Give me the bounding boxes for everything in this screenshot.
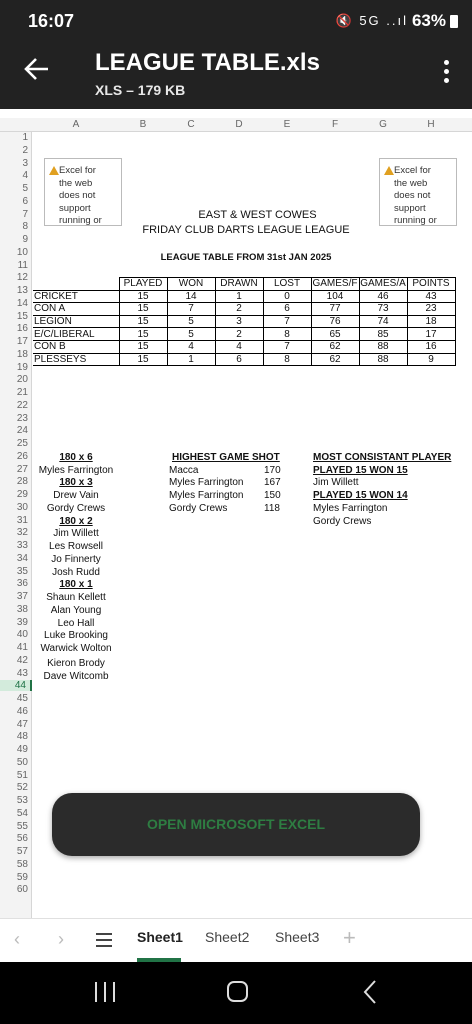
row-header-39[interactable]: 39 bbox=[16, 616, 28, 628]
system-back-icon[interactable] bbox=[362, 979, 378, 1005]
player-name: Jim Willett bbox=[53, 528, 99, 540]
notice-text: running or bbox=[394, 215, 437, 226]
column-header-d[interactable]: D bbox=[235, 119, 243, 130]
row-header-11[interactable]: 11 bbox=[17, 259, 28, 271]
row-header-24[interactable]: 24 bbox=[16, 425, 28, 437]
table-cell: 9 bbox=[407, 353, 455, 366]
team-name: CON A bbox=[33, 303, 119, 316]
player-name: Gordy Crews bbox=[46, 502, 106, 514]
row-header-43[interactable]: 43 bbox=[16, 667, 28, 679]
row-header-5[interactable]: 5 bbox=[22, 183, 28, 194]
row-header-15[interactable]: 15 bbox=[16, 310, 28, 322]
table-cell: 15 bbox=[119, 328, 167, 341]
header-won: WON bbox=[167, 278, 215, 291]
team-name: LEGION bbox=[33, 315, 119, 328]
award-heading: 180 x 3 bbox=[59, 477, 93, 489]
player-name: Warwick Wolton bbox=[40, 643, 112, 654]
column-header-f[interactable]: F bbox=[331, 119, 339, 130]
table-cell: 1 bbox=[215, 290, 263, 303]
notice-text: support bbox=[394, 202, 426, 214]
system-nav-bar bbox=[0, 962, 472, 1024]
table-cell: 77 bbox=[311, 303, 359, 316]
table-cell: 18 bbox=[407, 315, 455, 328]
notice-text: support bbox=[59, 202, 91, 214]
recent-apps-icon[interactable] bbox=[95, 982, 117, 1002]
notice-text: Excel for bbox=[59, 165, 96, 176]
back-arrow-icon[interactable] bbox=[22, 54, 52, 84]
row-header-26[interactable]: 26 bbox=[16, 450, 28, 462]
row-header-57[interactable]: 57 bbox=[16, 846, 28, 857]
player-name: Alan Young bbox=[50, 604, 102, 616]
shot-player: Myles Farrington bbox=[169, 477, 244, 489]
header-played: PLAYED bbox=[119, 278, 167, 291]
row-header-6[interactable]: 6 bbox=[22, 195, 28, 207]
table-cell: 16 bbox=[407, 340, 455, 353]
player-name: Shaun Kellett bbox=[46, 592, 106, 603]
table-cell: 6 bbox=[263, 303, 311, 316]
award-heading: 180 x 1 bbox=[59, 579, 93, 591]
team-name: CRICKET bbox=[33, 290, 119, 303]
table-cell: 17 bbox=[407, 328, 455, 341]
table-cell: 76 bbox=[311, 315, 359, 328]
row-header-23[interactable]: 23 bbox=[16, 412, 28, 424]
row-header-29[interactable]: 29 bbox=[16, 489, 28, 500]
row-header-16[interactable]: 16 bbox=[16, 323, 28, 335]
row-header-27[interactable]: 27 bbox=[16, 463, 28, 475]
row-header-37[interactable]: 37 bbox=[16, 591, 28, 602]
row-header-59[interactable]: 59 bbox=[16, 871, 28, 883]
player-name: Kieron Brody bbox=[47, 657, 105, 669]
notice-text: the web bbox=[394, 177, 428, 189]
table-cell: 104 bbox=[311, 290, 359, 303]
table-cell: 15 bbox=[119, 340, 167, 353]
row-header-38[interactable]: 38 bbox=[16, 603, 28, 615]
highest-title: HIGHEST GAME SHOT bbox=[172, 451, 280, 463]
row-header-49[interactable]: 49 bbox=[16, 744, 28, 755]
row-header-33[interactable]: 33 bbox=[16, 540, 28, 551]
app-bar bbox=[0, 42, 472, 109]
player-name: Gordy Crews bbox=[313, 515, 372, 527]
team-name: CON B bbox=[33, 340, 119, 353]
row-header-32[interactable]: 32 bbox=[16, 527, 28, 539]
shot-score: 118 bbox=[264, 502, 280, 514]
table-cell: 88 bbox=[359, 340, 407, 353]
table-cell: 73 bbox=[359, 303, 407, 316]
table-cell: 62 bbox=[311, 353, 359, 366]
tab-sheet2[interactable]: Sheet2 bbox=[205, 929, 250, 945]
row-header-14[interactable]: 14 bbox=[16, 297, 28, 309]
row-header-20[interactable]: 20 bbox=[16, 374, 28, 386]
column-headers bbox=[0, 118, 472, 132]
table-row bbox=[33, 315, 455, 328]
player-name: Josh Rudd bbox=[52, 566, 100, 578]
column-header-c[interactable]: C bbox=[187, 119, 195, 130]
row-header-60[interactable]: 60 bbox=[16, 884, 28, 896]
column-header-g[interactable]: G bbox=[379, 119, 387, 130]
record-heading: PLAYED 15 WON 14 bbox=[313, 490, 408, 501]
player-name: Les Rowsell bbox=[49, 541, 103, 552]
next-sheet-icon[interactable]: › bbox=[58, 929, 64, 949]
row-header-50[interactable]: 50 bbox=[16, 756, 28, 768]
file-title: LEAGUE TABLE.xls bbox=[95, 49, 320, 76]
header-lost: LOST bbox=[263, 278, 311, 291]
award-heading: 180 x 2 bbox=[59, 515, 93, 527]
prev-sheet-icon[interactable]: ‹ bbox=[14, 929, 20, 949]
row-header-4[interactable]: 4 bbox=[22, 170, 28, 182]
player-name: Jim Willett bbox=[313, 477, 359, 489]
column-header-b[interactable]: B bbox=[139, 119, 147, 130]
row-header-19[interactable]: 19 bbox=[16, 361, 28, 373]
tab-sheet3[interactable]: Sheet3 bbox=[275, 929, 320, 945]
table-row bbox=[33, 340, 455, 353]
notice-text: does not bbox=[59, 190, 96, 202]
header-games-a: GAMES/A bbox=[360, 278, 406, 290]
table-cell: 15 bbox=[119, 303, 167, 316]
heading-line1: EAST & WEST COWES bbox=[198, 209, 317, 221]
open-excel-button[interactable] bbox=[52, 793, 420, 856]
row-header-51[interactable]: 51 bbox=[16, 769, 28, 781]
table-cell: 6 bbox=[215, 353, 263, 366]
team-name: E/C/LIBERAL bbox=[33, 328, 119, 341]
row-header-3[interactable]: 3 bbox=[22, 157, 28, 169]
battery-icon bbox=[450, 15, 458, 28]
column-header-e[interactable]: E bbox=[283, 119, 291, 130]
table-cell: 65 bbox=[311, 328, 359, 341]
open-excel-label: OPEN MICROSOFT EXCEL bbox=[146, 816, 326, 832]
table-row bbox=[33, 353, 455, 366]
status-bar bbox=[0, 0, 472, 42]
home-icon[interactable] bbox=[227, 981, 248, 1002]
row-header-31[interactable]: 31 bbox=[16, 514, 28, 526]
row-header-12[interactable]: 12 bbox=[16, 272, 28, 284]
player-name: Jo Finnerty bbox=[51, 553, 101, 565]
row-header-58[interactable]: 58 bbox=[16, 858, 28, 870]
row-header-25[interactable]: 25 bbox=[16, 438, 28, 449]
table-cell: 7 bbox=[263, 315, 311, 328]
status-time: 16:07 bbox=[28, 11, 75, 31]
add-sheet-icon[interactable]: + bbox=[343, 925, 356, 950]
battery-level: 63% bbox=[411, 11, 446, 30]
column-header-h[interactable]: H bbox=[427, 119, 435, 130]
unsupported-content-notice-left bbox=[44, 158, 122, 226]
row-header-22[interactable]: 22 bbox=[16, 399, 28, 411]
shot-player: Macca bbox=[169, 464, 199, 476]
row-header-7[interactable]: 7 bbox=[22, 208, 28, 220]
table-cell: 23 bbox=[407, 303, 455, 316]
header-games-f: GAMES/F bbox=[312, 278, 358, 290]
row-header-52[interactable]: 52 bbox=[16, 782, 28, 794]
player-name: Myles Farrington bbox=[38, 464, 114, 476]
row-header-10[interactable]: 10 bbox=[16, 246, 28, 258]
more-options-icon[interactable] bbox=[444, 60, 450, 84]
table-cell: 62 bbox=[311, 340, 359, 353]
table-cell: 15 bbox=[119, 315, 167, 328]
warning-icon bbox=[49, 166, 59, 175]
row-header-18[interactable]: 18 bbox=[16, 348, 28, 360]
row-header-30[interactable]: 30 bbox=[16, 501, 28, 513]
unsupported-content-notice-right bbox=[379, 158, 457, 226]
table-cell: 4 bbox=[215, 340, 263, 353]
row-header-55[interactable]: 55 bbox=[16, 820, 28, 832]
row-header-28[interactable]: 28 bbox=[16, 476, 28, 488]
row-header-47[interactable]: 47 bbox=[16, 718, 28, 730]
row-header-34[interactable]: 34 bbox=[16, 552, 28, 564]
warning-icon bbox=[384, 166, 394, 175]
row-header-53[interactable]: 53 bbox=[16, 795, 28, 806]
table-cell: 0 bbox=[263, 290, 311, 303]
heading-line3: LEAGUE TABLE FROM 31st JAN 2025 bbox=[160, 252, 332, 263]
header-drawn: DRAWN bbox=[215, 278, 263, 291]
table-cell: 85 bbox=[359, 328, 407, 341]
table-cell: 3 bbox=[215, 315, 263, 328]
row-header-13[interactable]: 13 bbox=[16, 285, 28, 296]
player-name: Myles Farrington bbox=[313, 502, 388, 514]
shot-score: 150 bbox=[264, 490, 281, 501]
header-points: POINTS bbox=[407, 278, 455, 291]
row-header-48[interactable]: 48 bbox=[16, 731, 28, 743]
heading-line2: FRIDAY CLUB DARTS LEAGUE LEAGUE bbox=[142, 224, 350, 236]
table-row bbox=[33, 303, 455, 316]
row-header-40[interactable]: 40 bbox=[16, 629, 28, 641]
row-header-35[interactable]: 35 bbox=[16, 565, 28, 577]
shot-score: 170 bbox=[264, 464, 281, 476]
row-header-45[interactable]: 45 bbox=[16, 693, 28, 704]
column-header-a[interactable]: A bbox=[72, 119, 80, 130]
row-header-17[interactable]: 17 bbox=[16, 336, 28, 347]
table-row bbox=[33, 328, 455, 341]
row-header-2[interactable]: 2 bbox=[22, 144, 28, 156]
row-header-56[interactable]: 56 bbox=[16, 833, 28, 845]
shot-score: 167 bbox=[264, 477, 281, 489]
table-cell: 5 bbox=[167, 315, 215, 328]
table-cell: 2 bbox=[215, 303, 263, 316]
table-cell: 8 bbox=[263, 328, 311, 341]
shot-player: Gordy Crews bbox=[169, 502, 228, 514]
sheets-menu-icon[interactable] bbox=[96, 933, 112, 947]
notice-text: does not bbox=[394, 190, 431, 202]
tab-sheet1[interactable]: Sheet1 bbox=[137, 929, 183, 945]
table-cell: 7 bbox=[167, 303, 215, 316]
league-table-header-row bbox=[33, 278, 455, 291]
notice-text: Excel for bbox=[394, 165, 431, 176]
table-cell: 15 bbox=[119, 290, 167, 303]
row-header-9[interactable]: 9 bbox=[22, 234, 28, 245]
row-header-1[interactable]: 1 bbox=[22, 132, 28, 143]
status-icons: 🔇 5G ..ıl bbox=[335, 13, 408, 28]
table-cell: 74 bbox=[359, 315, 407, 328]
league-table-corner bbox=[33, 278, 119, 291]
team-name: PLESSEYS bbox=[33, 353, 119, 366]
table-cell: 5 bbox=[167, 328, 215, 341]
table-cell: 8 bbox=[263, 353, 311, 366]
player-name: Luke Brooking bbox=[44, 630, 108, 642]
row-header-21[interactable]: 21 bbox=[16, 387, 28, 398]
notice-text: running or bbox=[59, 215, 102, 226]
consistent-title: MOST CONSISTANT PLAYER bbox=[313, 451, 452, 463]
table-row bbox=[33, 290, 455, 303]
table-cell: 15 bbox=[119, 353, 167, 366]
row-header-46[interactable]: 46 bbox=[16, 705, 28, 717]
table-cell: 1 bbox=[167, 353, 215, 366]
row-header-41[interactable]: 41 bbox=[16, 642, 28, 653]
shot-player: Myles Farrington bbox=[169, 490, 244, 501]
player-name: Leo Hall bbox=[57, 617, 95, 629]
row-header-54[interactable]: 54 bbox=[16, 807, 28, 819]
league-table bbox=[33, 277, 456, 366]
table-cell: 88 bbox=[359, 353, 407, 366]
row-headers bbox=[0, 132, 32, 918]
file-info: XLS – 179 KB bbox=[95, 82, 186, 98]
table-cell: 7 bbox=[263, 340, 311, 353]
table-cell: 2 bbox=[215, 328, 263, 341]
sheet-tab-bar bbox=[0, 918, 472, 962]
row-header-42[interactable]: 42 bbox=[16, 654, 28, 666]
award-heading: 180 x 6 bbox=[59, 451, 93, 463]
player-name: Drew Vain bbox=[53, 490, 99, 501]
record-heading: PLAYED 15 WON 15 bbox=[313, 464, 408, 476]
row-header-8[interactable]: 8 bbox=[22, 221, 28, 233]
table-cell: 14 bbox=[167, 290, 215, 303]
table-cell: 43 bbox=[407, 290, 455, 303]
table-cell: 46 bbox=[359, 290, 407, 303]
notice-text: the web bbox=[59, 177, 93, 189]
table-cell: 4 bbox=[167, 340, 215, 353]
player-name: Dave Witcomb bbox=[43, 670, 109, 682]
row-header-36[interactable]: 36 bbox=[16, 578, 28, 590]
row-header-44[interactable]: 44 bbox=[0, 680, 32, 691]
